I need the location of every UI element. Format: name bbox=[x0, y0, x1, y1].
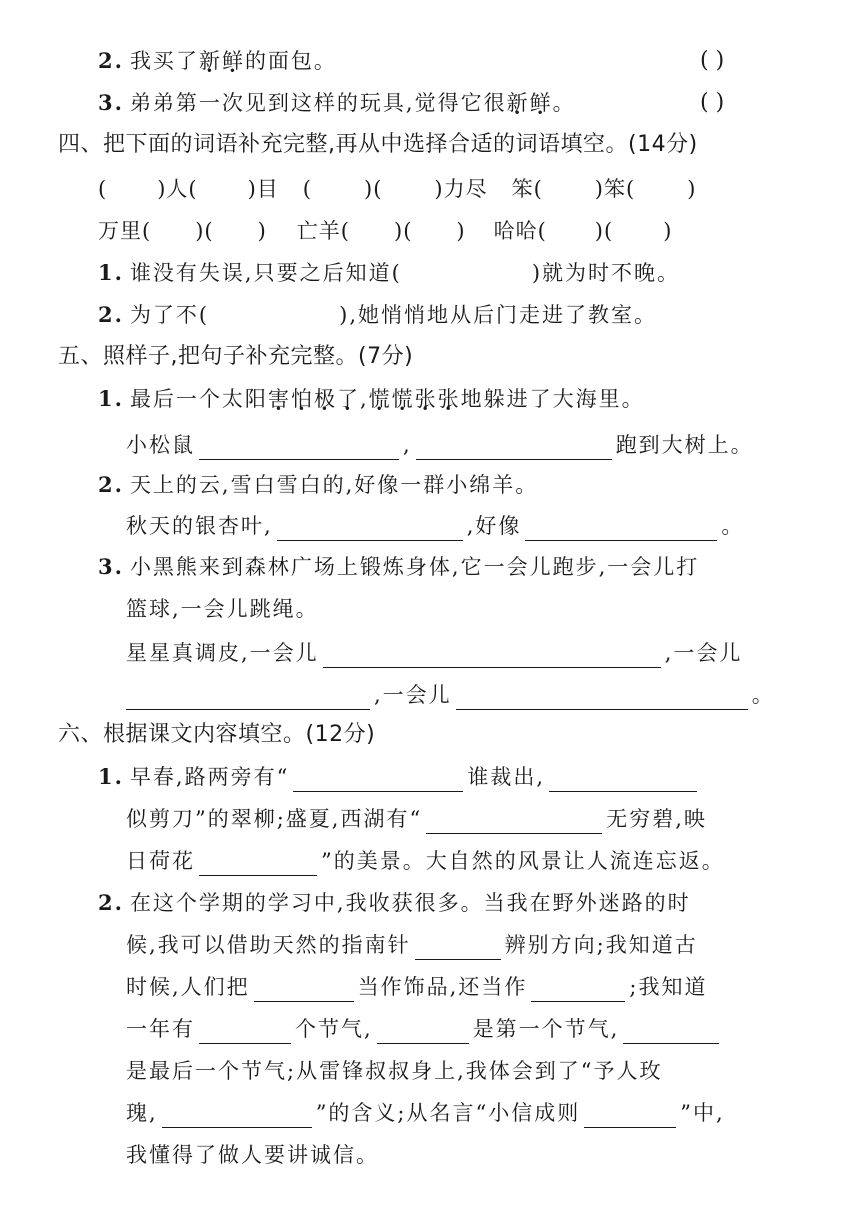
idiom-part: )目 bbox=[247, 177, 279, 201]
emphasis-char: 新 bbox=[198, 49, 222, 73]
sec6-q1-line-3 bbox=[126, 846, 725, 876]
question-number: 1. bbox=[98, 260, 124, 285]
question-text: 最后一个太阳 bbox=[129, 387, 268, 411]
prompt-text: ”中, bbox=[680, 1101, 725, 1125]
prompt-text: 一年有 bbox=[126, 1017, 195, 1041]
emphasis-char: 新 bbox=[506, 91, 530, 115]
answer-blank[interactable] bbox=[416, 437, 612, 460]
emphasis-char: 张 bbox=[437, 387, 461, 411]
question-text: 天上的云,雪白雪白的,好像一群小绵羊。 bbox=[129, 473, 539, 497]
prompt-text: 。 bbox=[751, 683, 775, 707]
answer-blank[interactable] bbox=[426, 811, 602, 834]
sec6-q2-line-5: 是最后一个节气;从雷锋叔叔身上,我体会到了“予人玫 bbox=[126, 1059, 663, 1083]
question-text: , bbox=[359, 387, 369, 411]
prompt-text: ”的含义;从名言“小信成则 bbox=[315, 1101, 581, 1125]
prompt-text: ,好像 bbox=[466, 514, 522, 538]
question-number: 2. bbox=[98, 890, 124, 915]
prompt-text: ”的美景。大自然的风景让人流连忘返。 bbox=[321, 849, 725, 873]
emphasis-char: 张 bbox=[414, 387, 438, 411]
prompt-text: 早春,路两旁有“ bbox=[129, 765, 290, 789]
emphasis-char: 慌 bbox=[391, 387, 415, 411]
prompt-text: 。 bbox=[721, 514, 745, 538]
prompt-text: 辨别方向;我知道古 bbox=[504, 933, 698, 957]
prompt-text: 秋天的银杏叶, bbox=[126, 514, 273, 538]
answer-blank[interactable] bbox=[162, 1105, 312, 1128]
sec5-q1-example bbox=[98, 384, 645, 414]
question-text: 为了不( bbox=[129, 303, 210, 327]
idiom-part: ) bbox=[456, 219, 466, 243]
answer-blank[interactable] bbox=[456, 687, 748, 710]
sec3-q2 bbox=[98, 46, 337, 76]
answer-blank[interactable] bbox=[549, 769, 697, 792]
prompt-text: 是第一个节气, bbox=[472, 1017, 620, 1041]
prompt-text: 时候,人们把 bbox=[126, 975, 250, 999]
question-number: 3. bbox=[98, 90, 124, 115]
sec3-q3 bbox=[98, 88, 576, 118]
sec6-q2-line-3 bbox=[126, 972, 707, 1002]
idiom-part: 哈哈( bbox=[493, 219, 547, 243]
answer-paren[interactable]: ( ) bbox=[700, 90, 725, 115]
emphasis-char: 极 bbox=[313, 387, 337, 411]
question-text: ),她悄悄地从后门走进了教室。 bbox=[339, 303, 658, 327]
question-text: 弟弟第一次见到这样的玩具,觉得它很 bbox=[129, 91, 507, 115]
answer-blank[interactable] bbox=[199, 437, 399, 460]
prompt-text: ;我知道 bbox=[629, 975, 708, 999]
sec5-q3-answer-line-2 bbox=[122, 680, 775, 710]
idiom-row-1 bbox=[98, 174, 696, 204]
prompt-text: 瑰, bbox=[126, 1101, 158, 1125]
question-number: 1. bbox=[98, 386, 124, 411]
question-number: 1. bbox=[98, 764, 124, 789]
answer-blank[interactable] bbox=[531, 979, 625, 1002]
emphasis-char: 鲜 bbox=[221, 49, 245, 73]
emphasis-char: 害 bbox=[267, 387, 291, 411]
answer-blank[interactable] bbox=[293, 769, 463, 792]
answer-blank[interactable] bbox=[377, 1021, 469, 1044]
sec5-q3-answer-line-1 bbox=[126, 638, 742, 668]
prompt-text: 似剪刀”的翠柳;盛夏,西湖有“ bbox=[126, 807, 423, 831]
prompt-text: , bbox=[403, 433, 412, 457]
answer-blank[interactable] bbox=[415, 937, 501, 960]
idiom-part: )( bbox=[594, 219, 614, 243]
prompt-text: 日荷花 bbox=[126, 849, 195, 873]
question-text: 的面包。 bbox=[244, 49, 337, 73]
question-number: 2. bbox=[98, 302, 124, 327]
emphasis-char: 鲜 bbox=[529, 91, 553, 115]
emphasis-char: 了 bbox=[336, 387, 360, 411]
prompt-text: 当作饰品,还当作 bbox=[357, 975, 528, 999]
idiom-part: )( bbox=[394, 219, 413, 243]
idiom-part: ) bbox=[687, 177, 697, 201]
answer-blank[interactable] bbox=[199, 853, 317, 876]
idiom-part: )( bbox=[364, 177, 383, 201]
answer-blank[interactable] bbox=[277, 518, 463, 541]
emphasis-char: 慌 bbox=[368, 387, 392, 411]
idiom-row-2 bbox=[98, 216, 672, 246]
sec6-q2-line-7: 我懂得了做人要讲诚信。 bbox=[126, 1143, 379, 1167]
prompt-text: 无穷碧,映 bbox=[606, 807, 707, 831]
idiom-part: )笨( bbox=[594, 177, 636, 201]
question-text: 谁没有失误,只要之后知道( bbox=[129, 261, 402, 285]
sec5-q3-example-cont: 篮球,一会儿跳绳。 bbox=[126, 597, 319, 621]
question-text: 地躲进了大海里。 bbox=[460, 387, 645, 411]
sec6-q2-line-6 bbox=[126, 1098, 725, 1128]
idiom-part: ( bbox=[302, 177, 312, 201]
sec6-q2-line-4 bbox=[126, 1014, 723, 1044]
sec4-q1 bbox=[98, 258, 680, 288]
prompt-text: 星星真调皮,一会儿 bbox=[126, 641, 319, 665]
prompt-text: 跑到大树上。 bbox=[615, 433, 754, 457]
prompt-text: ,一会儿 bbox=[374, 683, 452, 707]
idiom-part: )人( bbox=[157, 177, 198, 201]
idiom-part: ( bbox=[98, 177, 108, 201]
idiom-part: )( bbox=[195, 219, 214, 243]
answer-blank[interactable] bbox=[584, 1105, 676, 1128]
section-5-title: 五、照样子,把句子补充完整。(7分) bbox=[58, 344, 414, 369]
idiom-part: 万里( bbox=[98, 219, 152, 243]
sec4-q2 bbox=[98, 300, 657, 330]
section-6-title: 六、根据课文内容填空。(12分) bbox=[58, 722, 376, 747]
idiom-part: )力尽 bbox=[434, 177, 488, 201]
question-text: 我买了 bbox=[129, 49, 199, 73]
question-text: 。 bbox=[552, 91, 576, 115]
prompt-text: 在这个学期的学习中,我收获很多。当我在野外迷路的时 bbox=[129, 891, 691, 915]
prompt-text: 谁裁出, bbox=[467, 765, 546, 789]
sec6-q2-line-1 bbox=[98, 888, 691, 918]
sec5-q2-answer-line bbox=[126, 511, 744, 541]
prompt-text: ,一会儿 bbox=[664, 641, 743, 665]
sec5-q2-example bbox=[98, 470, 538, 500]
idiom-part: ) bbox=[257, 219, 267, 243]
emphasis-char: 怕 bbox=[290, 387, 314, 411]
section-4-title: 四、把下面的词语补充完整,再从中选择合适的词语填空。(14分) bbox=[58, 132, 698, 157]
prompt-text: 候,我可以借助天然的指南针 bbox=[126, 933, 411, 957]
sec5-q3-example bbox=[98, 552, 699, 582]
answer-blank[interactable] bbox=[623, 1021, 719, 1044]
answer-paren[interactable]: ( ) bbox=[700, 48, 725, 73]
question-text: )就为时不晚。 bbox=[531, 261, 681, 285]
sec6-q1-line-2 bbox=[126, 804, 707, 834]
prompt-text: 个节气, bbox=[295, 1017, 373, 1041]
idiom-part: 亡羊( bbox=[296, 219, 350, 243]
sec5-q1-answer-line bbox=[126, 430, 754, 460]
answer-blank[interactable] bbox=[323, 645, 661, 668]
question-number: 3. bbox=[98, 554, 124, 579]
question-number: 2. bbox=[98, 472, 124, 497]
answer-blank[interactable] bbox=[254, 979, 354, 1002]
sec6-q1-line-1 bbox=[98, 762, 701, 792]
answer-blank[interactable] bbox=[199, 1021, 291, 1044]
idiom-part: ) bbox=[663, 219, 673, 243]
answer-blank[interactable] bbox=[126, 687, 370, 710]
sec6-q2-line-2 bbox=[126, 930, 698, 960]
question-number: 2. bbox=[98, 48, 124, 73]
idiom-part: 笨( bbox=[511, 177, 543, 201]
answer-blank[interactable] bbox=[525, 518, 717, 541]
question-text: 小黑熊来到森林广场上锻炼身体,它一会儿跑步,一会儿打 bbox=[129, 555, 700, 579]
prompt-text: 小松鼠 bbox=[126, 433, 195, 457]
